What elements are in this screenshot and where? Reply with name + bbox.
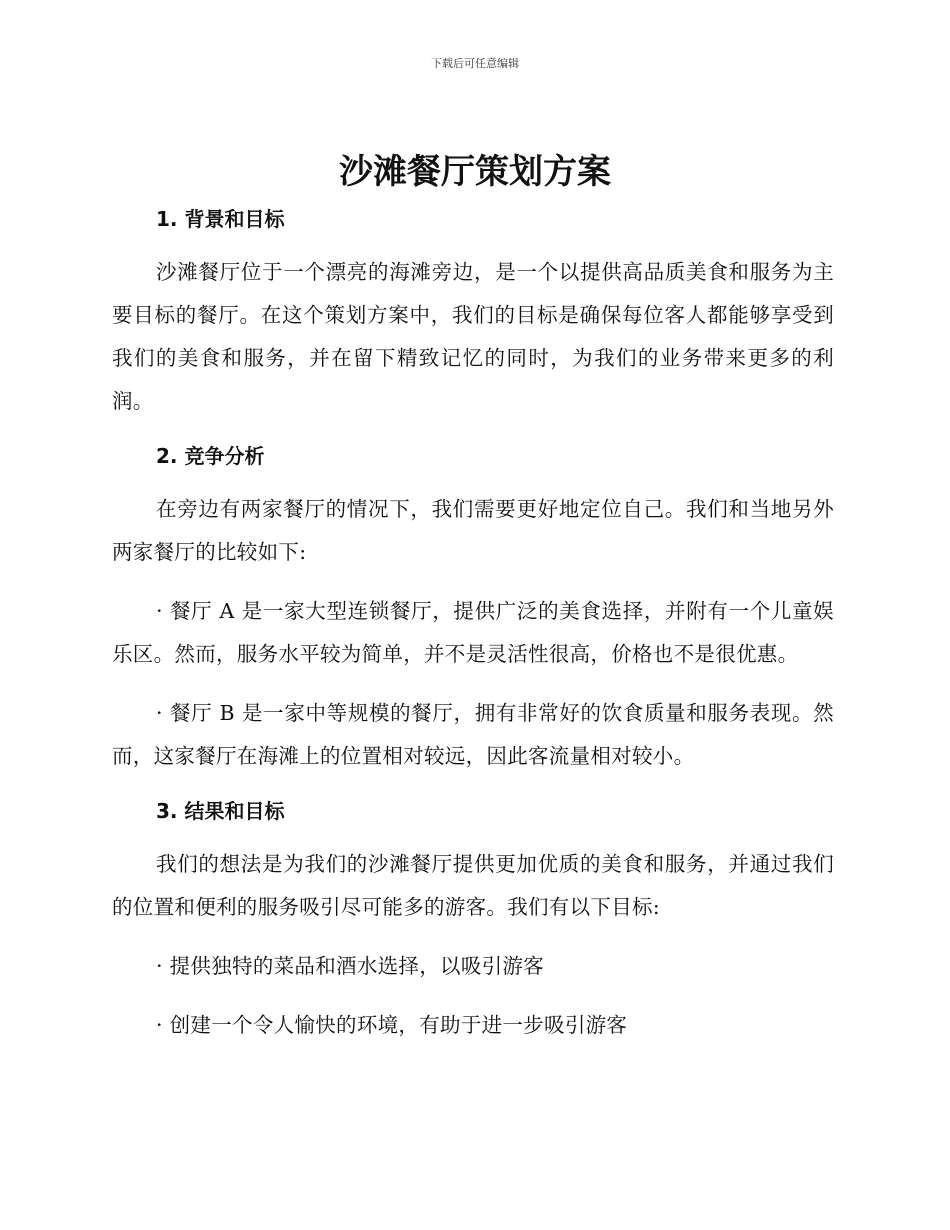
section-heading-competition: 2. 竞争分析 [156, 444, 265, 468]
paragraph-competition-intro: 在旁边有两家餐厅的情况下，我们需要更好地定位自己。我们和当地另外两家餐厅的比较如下: [112, 497, 834, 564]
page-header-note: 下载后可任意编辑 [431, 57, 519, 70]
bullet-goal-environment: · 创建一个令人愉快的环境，有助于进一步吸引游客 [156, 1013, 628, 1037]
document-body [112, 202, 834, 1047]
section-heading-background: 1. 背景和目标 [156, 207, 285, 231]
paragraph-results-intro: 我们的想法是为我们的沙滩餐厅提供更加优质的美食和服务，并通过我们的位置和便利的服务吸引尽可能多的游客。我们有以下目标: [112, 852, 834, 919]
paragraph-background: 沙滩餐厅位于一个漂亮的海滩旁边，是一个以提供高品质美食和服务为主要目标的餐厅。在这个策划方案中，我们的目标是确保每位客人都能够享受到我们的美食和服务，并在留下精致记忆的同时，为我们的业务带来更多的利润。 [112, 260, 834, 413]
bullet-restaurant-b: · 餐厅 B 是一家中等规模的餐厅，拥有非常好的饮食质量和服务表现。然而，这家餐厅在海滩上的位置相对较远，因此客流量相对较小。 [112, 701, 834, 768]
bullet-goal-menu: · 提供独特的菜品和酒水选择，以吸引游客 [156, 954, 545, 978]
bullet-restaurant-a: · 餐厅 A 是一家大型连锁餐厅，提供广泛的美食选择，并附有一个儿童娱乐区。然而，服务水平较为简单，并不是灵活性很高，价格也不是很优惠。 [112, 599, 834, 666]
document-title: 沙滩餐厅策划方案 [339, 152, 611, 192]
section-heading-results: 3. 结果和目标 [156, 799, 285, 823]
